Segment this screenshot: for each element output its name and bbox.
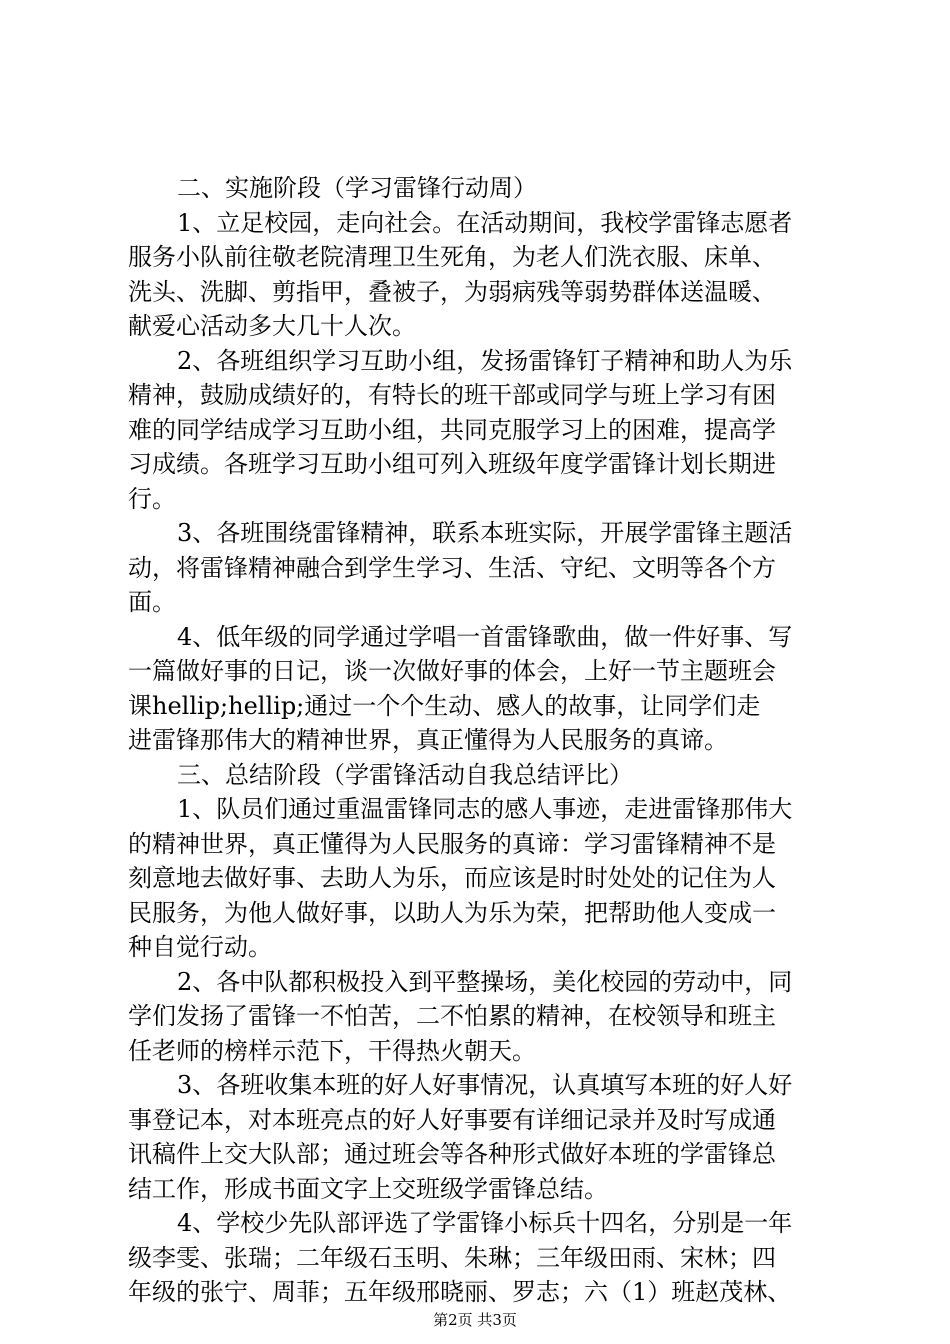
- text-line: 2、各班组织学习互助小组，发扬雷锋钉子精神和助人为乐: [177, 347, 793, 375]
- text-line: 二、实施阶段（学习雷锋行动周）: [177, 174, 537, 202]
- text-line: 动，将雷锋精神融合到学生学习、生活、守纪、文明等各个方: [128, 554, 776, 582]
- text-line: 洗头、洗脚、剪指甲，叠被子，为弱病残等弱势群体送温暖、: [128, 278, 776, 306]
- text-line: 面。: [128, 588, 176, 616]
- text-line: 精神，鼓励成绩好的，有特长的班干部或同学与班上学习有困: [128, 381, 776, 409]
- text-line: 2、各中队都积极投入到平整操场，美化校园的劳动中，同: [177, 968, 793, 996]
- text-line: 种自觉行动。: [128, 933, 272, 961]
- text-line: 讯稿件上交大队部；通过班会等各种形式做好本班的学雷锋总: [128, 1140, 776, 1168]
- text-line: 服务小队前往敬老院清理卫生死角，为老人们洗衣服、床单、: [128, 243, 776, 271]
- text-line: 4、学校少先队部评选了学雷锋小标兵十四名，分别是一年: [177, 1209, 793, 1237]
- text-line: 习成绩。各班学习互助小组可列入班级年度学雷锋计划长期进: [128, 450, 776, 478]
- text-line: 3、各班收集本班的好人好事情况，认真填写本班的好人好: [177, 1071, 793, 1099]
- text-line: 1、队员们通过重温雷锋同志的感人事迹，走进雷锋那伟大: [177, 795, 793, 823]
- text-line: 行。: [128, 485, 176, 513]
- text-line: 1、立足校园，走向社会。在活动期间，我校学雷锋志愿者: [177, 209, 793, 237]
- text-line: 4、低年级的同学通过学唱一首雷锋歌曲，做一件好事、写: [177, 623, 793, 651]
- text-line: 难的同学结成学习互助小组，共同克服学习上的困难，提高学: [128, 416, 776, 444]
- text-line: 献爱心活动多大几十人次。: [128, 312, 416, 340]
- text-line: 学们发扬了雷锋一不怕苦，二不怕累的精神，在校领导和班主: [128, 1002, 776, 1030]
- text-line: 课hellip;hellip;通过一个个生动、感人的故事，让同学们走: [128, 692, 761, 720]
- text-line: 民服务，为他人做好事，以助人为乐为荣，把帮助他人变成一: [128, 899, 776, 927]
- text-line: 任老师的榜样示范下，干得热火朝天。: [128, 1037, 536, 1065]
- text-line: 事登记本，对本班亮点的好人好事要有详细记录并及时写成通: [128, 1106, 776, 1134]
- text-line: 级李雯、张瑞；二年级石玉明、朱琳；三年级田雨、宋林；四: [128, 1244, 776, 1272]
- text-line: 刻意地去做好事、去助人为乐，而应该是时时处处的记住为人: [128, 864, 776, 892]
- text-line: 结工作，形成书面文字上交班级学雷锋总结。: [128, 1175, 608, 1203]
- text-line: 进雷锋那伟大的精神世界，真正懂得为人民服务的真谛。: [128, 726, 728, 754]
- text-line: 3、各班围绕雷锋精神，联系本班实际，开展学雷锋主题活: [177, 519, 793, 547]
- page-number-footer: 第2页 共3页: [433, 1311, 517, 1329]
- text-line: 一篇做好事的日记，谈一次做好事的体会，上好一节主题班会: [128, 657, 776, 685]
- text-line: 年级的张宁、周菲；五年级邢晓丽、罗志；六（1）班赵茂林、: [128, 1278, 792, 1306]
- text-line: 的精神世界，真正懂得为人民服务的真谛：学习雷锋精神不是: [128, 830, 776, 858]
- text-line: 三、总结阶段（学雷锋活动自我总结评比）: [177, 761, 633, 789]
